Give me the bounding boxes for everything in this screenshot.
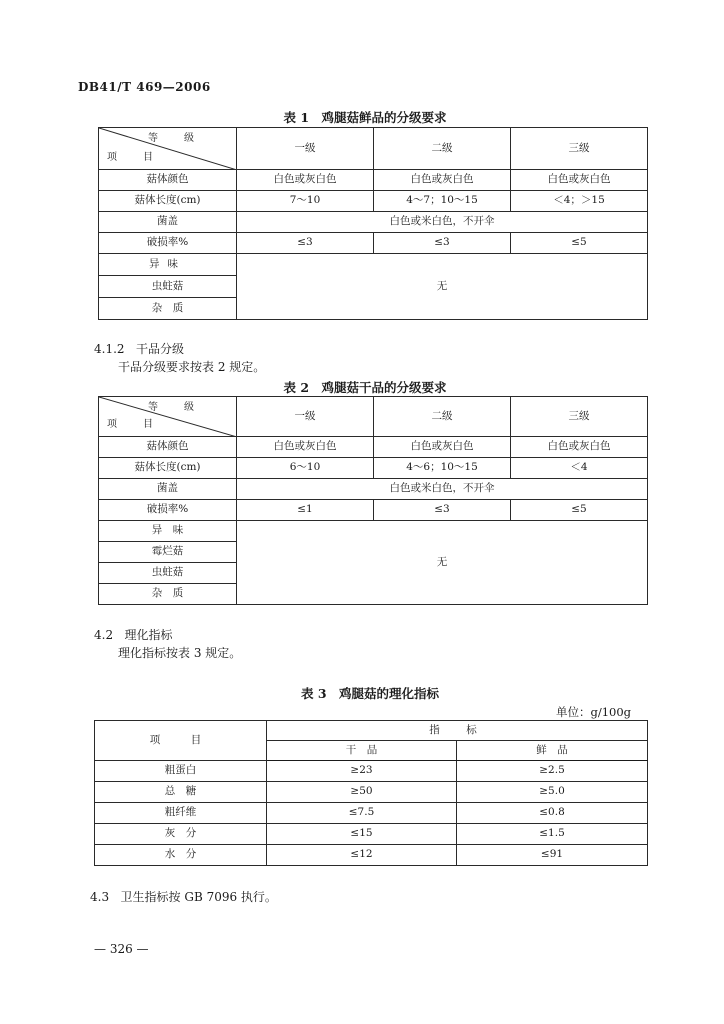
table-cell: 霉烂菇	[99, 542, 237, 563]
table1-header-item: 项 目	[107, 152, 161, 163]
section-number: 4.2	[94, 628, 114, 642]
table1-grade-3: 三级	[511, 128, 648, 170]
document-id: DB41/T 469—2006	[78, 80, 211, 94]
table3-unit: 单位：g/100g	[556, 705, 632, 719]
table-cell: ≤5	[511, 500, 648, 521]
table3-subheader-dry: 干 品	[267, 741, 457, 761]
table-cell: 破损率%	[99, 233, 237, 254]
section-text: 卫生指标按 GB 7096 执行。	[120, 890, 277, 904]
table2-grade-3: 三级	[511, 397, 648, 437]
table-cell: ≤3	[237, 233, 374, 254]
table3-header-item: 项 目	[95, 721, 267, 761]
table-cell: 杂 质	[99, 298, 237, 320]
section-title: 干品分级	[136, 342, 185, 356]
section-number: 4.1.2	[94, 342, 125, 356]
table-cell: 菇体颜色	[99, 170, 237, 191]
table3-header-index: 指 标	[267, 721, 648, 741]
table-cell: ≤12	[267, 845, 457, 866]
table3-subheader-fresh: 鲜 品	[457, 741, 648, 761]
table-cell: ≥5.0	[457, 782, 648, 803]
table-cell: 灰 分	[95, 824, 267, 845]
table2	[98, 396, 648, 605]
table-cell: ≤0.8	[457, 803, 648, 824]
table-cell: 菌盖	[99, 212, 237, 233]
table-cell: 白色或米白色，不开伞	[237, 212, 648, 233]
table-cell: 白色或灰白色	[374, 437, 511, 458]
table-cell: ≥2.5	[457, 761, 648, 782]
table2-diagonal-header	[99, 397, 237, 437]
table-cell: ＜4；＞15	[511, 191, 648, 212]
table-cell: ＜4	[511, 458, 648, 479]
table-cell: 菇体颜色	[99, 437, 237, 458]
table-cell: 总 糖	[95, 782, 267, 803]
table-cell: 菌盖	[99, 479, 237, 500]
table-cell: ≤7.5	[267, 803, 457, 824]
table-cell: ≥23	[267, 761, 457, 782]
table-cell: 粗蛋白	[95, 761, 267, 782]
table2-caption: 表 2 鸡腿菇干品的分级要求	[283, 380, 447, 395]
table1-diagonal-header	[99, 128, 237, 170]
table2-merged-value: 无	[237, 521, 648, 605]
table1-grade-2: 二级	[374, 128, 511, 170]
table-cell: 破损率%	[99, 500, 237, 521]
table-cell: 异味	[99, 254, 237, 276]
table-cell: 4～7；10～15	[374, 191, 511, 212]
table2-header-item: 项 目	[107, 419, 161, 430]
table-cell: 白色或灰白色	[374, 170, 511, 191]
table3-caption: 表 3 鸡腿菇的理化指标	[300, 686, 440, 701]
table-cell: 白色或灰白色	[237, 170, 374, 191]
table2-grade-2: 二级	[374, 397, 511, 437]
table3	[94, 720, 648, 866]
table-cell: 白色或灰白色	[511, 170, 648, 191]
table-cell: ≤3	[374, 500, 511, 521]
section-4-3	[90, 888, 277, 905]
table-cell: 粗纤维	[95, 803, 267, 824]
table1-header-grade: 等 级	[148, 133, 202, 144]
table-cell: 菇体长度(cm)	[99, 191, 237, 212]
table-cell: ≤3	[374, 233, 511, 254]
table-cell: ≤1	[237, 500, 374, 521]
table2-grade-1: 一级	[237, 397, 374, 437]
section-number: 4.3	[90, 890, 110, 904]
page-number: — 326 —	[94, 942, 149, 956]
section-4-2	[94, 626, 173, 643]
table-cell: 白色或米白色，不开伞	[237, 479, 648, 500]
table-cell: ≤1.5	[457, 824, 648, 845]
table-cell: 4～6；10～15	[374, 458, 511, 479]
table2-header-grade: 等 级	[148, 402, 202, 413]
table-cell: 异 味	[99, 521, 237, 542]
table-cell: 虫蛀菇	[99, 276, 237, 298]
table1	[98, 127, 648, 320]
table1-caption: 表 1 鸡腿菇鲜品的分级要求	[283, 110, 447, 125]
table-cell: ≤91	[457, 845, 648, 866]
table-cell: ≤15	[267, 824, 457, 845]
table-cell: ≤5	[511, 233, 648, 254]
section-4-1-2	[94, 340, 184, 357]
table1-merged-value: 无	[237, 254, 648, 320]
section-4-2-text: 理化指标按表 3 规定。	[118, 646, 242, 660]
table-cell: 菇体长度(cm)	[99, 458, 237, 479]
table-cell: 水 分	[95, 845, 267, 866]
table-cell: 白色或灰白色	[237, 437, 374, 458]
table-cell: 白色或灰白色	[511, 437, 648, 458]
table1-grade-1: 一级	[237, 128, 374, 170]
table-cell: 虫蛀菇	[99, 563, 237, 584]
table-cell: ≥50	[267, 782, 457, 803]
table-cell: 7～10	[237, 191, 374, 212]
section-title: 理化指标	[124, 628, 173, 642]
table-cell: 杂 质	[99, 584, 237, 605]
section-4-1-2-text: 干品分级要求按表 2 规定。	[118, 360, 266, 374]
table-cell: 6～10	[237, 458, 374, 479]
